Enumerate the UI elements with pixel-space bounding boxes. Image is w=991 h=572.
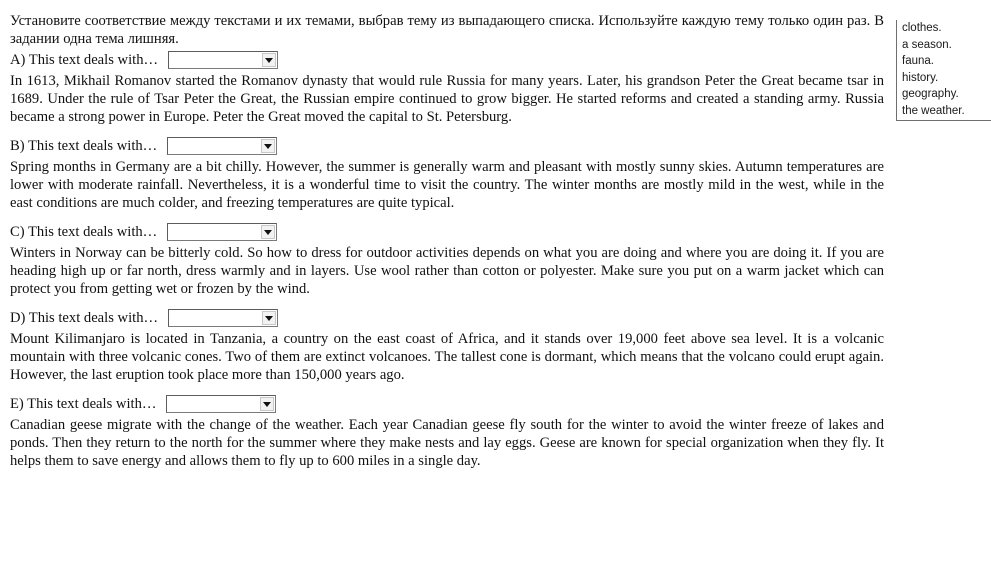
topic-option[interactable]: a season. bbox=[902, 38, 952, 51]
question-d bbox=[10, 308, 884, 384]
question-c bbox=[10, 222, 884, 298]
question-line bbox=[10, 136, 884, 156]
question-line bbox=[10, 50, 884, 70]
question-label: E) This text deals with… bbox=[10, 396, 157, 412]
topic-option[interactable]: clothes. bbox=[902, 22, 942, 34]
task-instructions: Установите соответствие между текстами и их темами, выбрав тему из выпадающего списка. Используйте каждую тему только один раз. В задании одна тема лишняя. bbox=[10, 13, 884, 47]
question-a bbox=[10, 50, 884, 126]
question-text: Canadian geese migrate with the change of the weather. Each year Canadian geese fly south for the winter to avoid the winter freeze of lakes and ponds. Then they return to the north for the summer where they make nests and lay eggs. Geese are known for special organization when they fly. It helps them to save energy and allows them to fly up to 600 miles in a single day. bbox=[10, 417, 884, 469]
question-text: Mount Kilimanjaro is located in Tanzania, a country on the east coast of Africa, and it stands over 19,000 feet above sea level. It is a volcanic mountain with three volcanic cones. Two of them are extinct volcanoes. The tallest cone is dormant, which means that the volcano could erupt again. However, the last eruption took place more than 150,000 years ago. bbox=[10, 331, 884, 383]
topic-option[interactable]: geography. bbox=[902, 88, 959, 101]
chevron-down-icon[interactable] bbox=[261, 139, 275, 153]
answer-select-d[interactable] bbox=[168, 309, 278, 327]
question-label: C) This text deals with… bbox=[10, 224, 158, 240]
question-label: D) This text deals with… bbox=[10, 310, 159, 326]
question-label: B) This text deals with… bbox=[10, 138, 158, 154]
question-text: In 1613, Mikhail Romanov started the Romanov dynasty that would rule Russia for many years. Later, his grandson Peter the Great became tsar in 1689. Under the rule of Tsar Peter the Great, the Russian empire continued to grow bigger. He started reforms and created a standing army. Russia became a strong power in Europe. Peter the Great moved the capital to St. Petersburg. bbox=[10, 73, 884, 125]
question-label: A) This text deals with… bbox=[10, 52, 159, 68]
chevron-down-icon[interactable] bbox=[260, 397, 274, 411]
chevron-down-icon[interactable] bbox=[262, 311, 276, 325]
question-line bbox=[10, 308, 884, 328]
topic-option[interactable]: fauna. bbox=[902, 55, 934, 68]
question-e bbox=[10, 394, 884, 470]
chevron-down-icon[interactable] bbox=[261, 225, 275, 239]
topic-options-list bbox=[896, 20, 991, 121]
topic-option[interactable]: the weather. bbox=[902, 104, 965, 117]
answer-select-e[interactable] bbox=[166, 395, 276, 413]
answer-select-a[interactable] bbox=[168, 51, 278, 69]
question-b bbox=[10, 136, 884, 212]
answer-select-b[interactable] bbox=[167, 137, 277, 155]
task-content bbox=[10, 12, 884, 470]
question-line bbox=[10, 394, 884, 414]
question-text: Spring months in Germany are a bit chilly. However, the summer is generally warm and pleasant with mostly sunny skies. Autumn temperatures are lower with moderate rainfall. Nevertheless, it is a wonderful time to visit the country. The winter months are mostly mild in the west, while in the east conditions are much colder, and freezing temperatures are quite typical. bbox=[10, 159, 884, 211]
question-text: Winters in Norway can be bitterly cold. So how to dress for outdoor activities depends on what you are doing and where you are doing it. If you are heading high up or far north, dress warmly and in layers. Use wool rather than cotton or polyester. Make sure you put on a warm jacket which can protect you from getting wet or frozen by the wind. bbox=[10, 245, 884, 297]
question-line bbox=[10, 222, 884, 242]
topic-option[interactable]: history. bbox=[902, 71, 939, 84]
answer-select-c[interactable] bbox=[167, 223, 277, 241]
chevron-down-icon[interactable] bbox=[262, 53, 276, 67]
